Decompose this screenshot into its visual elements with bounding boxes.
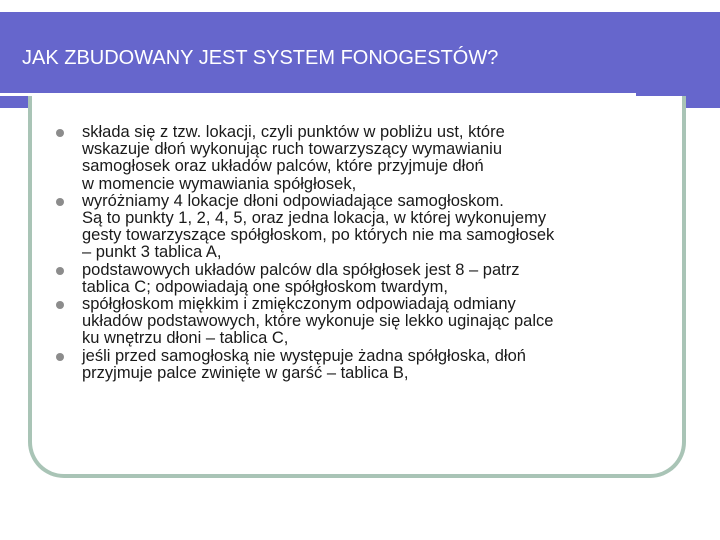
bullet-dot-icon [56, 301, 64, 309]
bullet-dot-icon [56, 129, 64, 137]
slide-title: JAK ZBUDOWANY JEST SYSTEM FONOGESTÓW? [22, 47, 499, 69]
bullet-line: jeśli przed samogłoską nie występuje żadna spółgłoska, dłoń [82, 346, 526, 365]
bullet-line: wskazuje dłoń wykonując ruch towarzyszący wymawianiu [82, 140, 503, 159]
bullet-line: wyróżniamy 4 lokacje dłoni odpowiadające samogłoskom. [82, 191, 504, 210]
bullet-line: spółgłoskom miękkim i zmiękczonym odpowiadają odmiany [82, 295, 516, 314]
bullet-dot-icon [56, 267, 64, 275]
bullet-line: Są to punkty 1, 2, 4, 5, oraz jedna lokacja, w której wykonujemy [82, 209, 547, 228]
bullet-item [64, 124, 674, 193]
bullet-item [64, 296, 674, 348]
bullet-item [64, 193, 674, 262]
bullet-line: układów podstawowych, które wykonuje się lekko uginając palce [82, 312, 554, 331]
bullet-line: przyjmuje palce zwinięte w garść – tablica B, [82, 363, 409, 382]
bullet-line: tablica C; odpowiadają one spółgłoskom twardym, [82, 277, 448, 296]
bullet-item [64, 348, 674, 382]
bullet-dot-icon [56, 198, 64, 206]
bullet-dot-icon [56, 353, 64, 361]
bullet-line: gesty towarzyszące spółgłoskom, po których nie ma samogłosek [82, 226, 555, 245]
bullet-line: podstawowych układów palców dla spółgłosek jest 8 – patrz [82, 260, 520, 279]
bullet-line: – punkt 3 tablica A, [82, 243, 222, 262]
bullet-list [64, 124, 674, 382]
bullet-line: samogłosek oraz układów palców, które przyjmuje dłoń [82, 157, 484, 176]
bullet-line: ku wnętrzu dłoni – tablica C, [82, 329, 289, 348]
bullet-line: składa się z tzw. lokacji, czyli punktów w pobliżu ust, które [82, 123, 505, 141]
bullet-line: w momencie wymawiania spółgłosek, [82, 174, 357, 193]
bullet-item [64, 262, 674, 296]
